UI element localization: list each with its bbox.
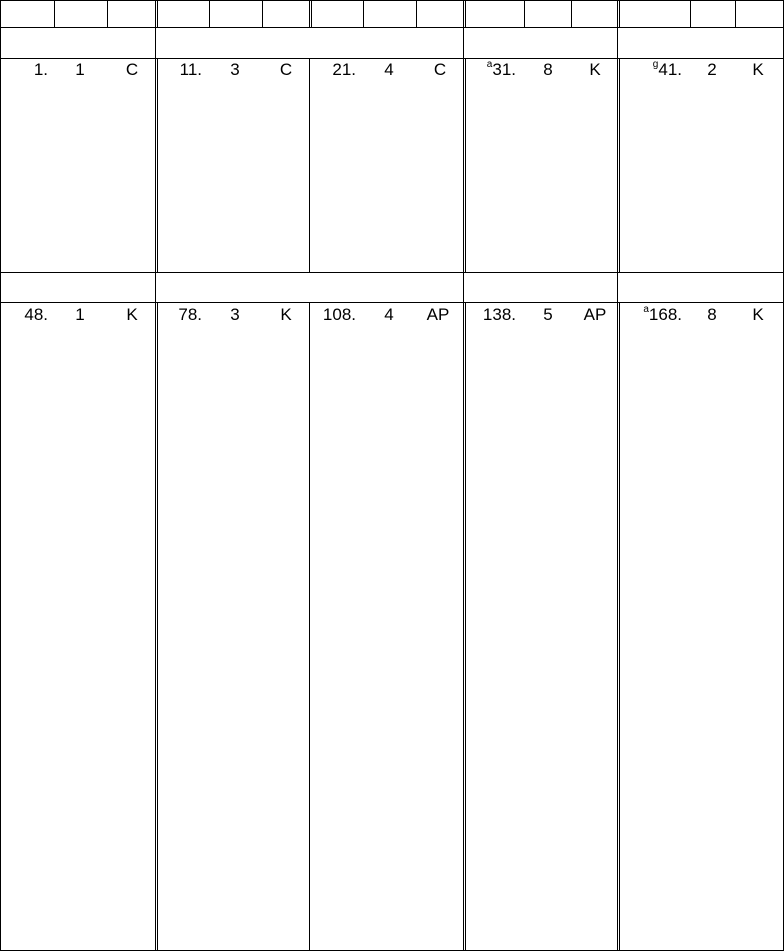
cognitive-code: K (126, 305, 138, 324)
cognitive-code: K (752, 305, 764, 324)
answer-value: 4 (384, 305, 394, 324)
group-divider-3 (463, 1, 464, 950)
cognitive-code: K (280, 305, 292, 324)
group-divider-3b-bottom (465, 302, 466, 950)
group-divider-4b-top (619, 1, 620, 27)
group-divider-4b-bottom (619, 302, 620, 950)
header-col-divider (735, 1, 736, 27)
header-row-divider (1, 27, 783, 28)
group-divider-2-top (309, 1, 310, 27)
cognitive-code: C (279, 60, 293, 79)
cognitive-code: K (589, 60, 601, 79)
answer-value: 5 (543, 305, 553, 324)
group-divider-4b-mid (619, 58, 620, 272)
cognitive-code: K (752, 60, 764, 79)
footnote-marker: a (643, 304, 649, 316)
header-col-divider (524, 1, 525, 27)
item-number: 138. (482, 305, 516, 324)
answer-value: 8 (707, 305, 717, 324)
answer-value: 1 (75, 305, 85, 324)
item-number: 1. (33, 60, 48, 79)
cognitive-code: AP (583, 305, 607, 324)
header-col-divider (262, 1, 263, 27)
item-number: 78. (178, 305, 202, 324)
footnote-marker: a (486, 59, 493, 71)
group-divider-2-mid (309, 58, 310, 272)
cognitive-code: C (125, 60, 139, 79)
item-number: 48. (24, 305, 48, 324)
answer-value: 8 (543, 60, 553, 79)
item-number: $^a$168. (643, 304, 682, 324)
answer-value: 2 (707, 60, 717, 79)
answer-value: 3 (230, 305, 240, 324)
group-divider-2b-top (311, 1, 312, 27)
item-number: $^g$41. (652, 59, 682, 79)
footnote-marker: g (652, 59, 659, 71)
item-number: 108. (322, 305, 356, 324)
group-divider-3b-top (465, 1, 466, 27)
group-divider-3b-mid (465, 58, 466, 272)
header-col-divider (416, 1, 417, 27)
answer-value: 4 (384, 60, 394, 79)
header-col-divider (571, 1, 572, 27)
group-divider-1b-mid (157, 58, 158, 272)
cognitive-code: C (433, 60, 447, 79)
item-number: $^a$31. (486, 59, 516, 79)
header-col-divider (107, 1, 108, 27)
section-2-header-divider (1, 302, 783, 303)
section-2-top-divider (1, 272, 783, 273)
section-1-header (4, 32, 774, 54)
item-number: 11. (179, 60, 202, 79)
item-number: 21. (332, 60, 356, 79)
group-divider-1b-bottom (157, 302, 158, 950)
header-col-divider (54, 1, 55, 27)
answer-value: 3 (230, 60, 240, 79)
answer-value: 1 (75, 60, 85, 79)
group-divider-1 (155, 1, 156, 950)
group-divider-1b-top (157, 1, 158, 27)
header-col-divider (209, 1, 210, 27)
header-col-divider (363, 1, 364, 27)
header-col-divider (690, 1, 691, 27)
section-2-header (4, 276, 774, 298)
group-divider-2-bottom (309, 302, 310, 950)
group-divider-4 (617, 1, 618, 950)
cognitive-code: AP (426, 305, 450, 324)
